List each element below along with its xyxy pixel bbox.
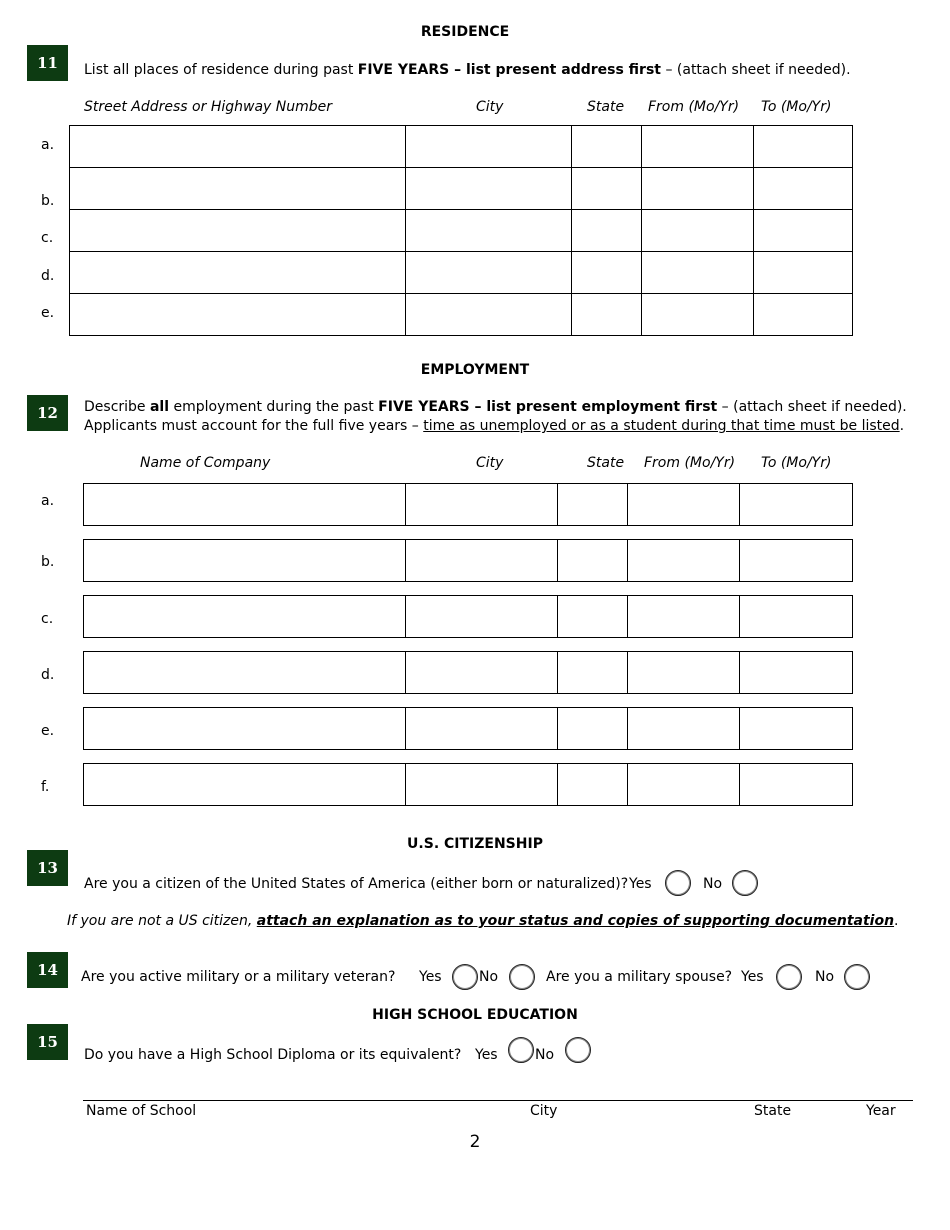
state-cell[interactable]	[558, 708, 628, 750]
col-school-year: Year	[866, 1103, 896, 1119]
city-cell[interactable]	[405, 764, 558, 806]
col-to: To (Mo/Yr)	[761, 99, 832, 115]
city-cell[interactable]	[405, 168, 572, 210]
col-school-name: Name of School	[86, 1103, 197, 1119]
city-cell[interactable]	[405, 294, 572, 336]
question-number-14: 14	[27, 952, 68, 988]
company-cell[interactable]	[84, 652, 406, 694]
military-veteran-no-label: No	[479, 969, 499, 985]
table-row	[70, 126, 853, 168]
row-label-b: b.	[41, 554, 55, 570]
from-cell[interactable]	[642, 168, 754, 210]
col-city: City	[476, 455, 504, 471]
residence-question: List all places of residence during past FIVE YEARS – list present address first – (attach sheet if needed).	[84, 62, 851, 78]
military-spouse-yes-label: Yes	[741, 969, 764, 985]
state-cell[interactable]	[572, 168, 642, 210]
employment-question-line2: Applicants must account for the full five years – time as unemployed or as a student during that time must be listed.	[84, 418, 905, 434]
employment-row-f	[83, 763, 853, 806]
col-state: State	[587, 99, 625, 115]
citizenship-yes-label: Yes	[629, 876, 652, 892]
employment-question-line1: Describe all employment during the past FIVE YEARS – list present employment first – (attach sheet if needed).	[84, 399, 907, 415]
military-spouse-yes-radio[interactable]	[776, 964, 802, 990]
table-row	[70, 168, 853, 210]
page-number: 2	[469, 1132, 481, 1152]
from-cell[interactable]	[642, 294, 754, 336]
col-city: City	[476, 99, 504, 115]
city-cell[interactable]	[405, 484, 558, 526]
street-cell[interactable]	[70, 294, 406, 336]
education-no-label: No	[535, 1047, 555, 1063]
state-cell[interactable]	[558, 484, 628, 526]
from-cell[interactable]	[628, 484, 740, 526]
from-cell[interactable]	[628, 764, 740, 806]
to-cell[interactable]	[740, 596, 853, 638]
col-school-state: State	[754, 1103, 792, 1119]
to-cell[interactable]	[740, 484, 853, 526]
state-cell[interactable]	[572, 210, 642, 252]
street-cell[interactable]	[70, 210, 406, 252]
row-label-a: a.	[41, 493, 55, 509]
to-cell[interactable]	[754, 294, 853, 336]
city-cell[interactable]	[405, 708, 558, 750]
military-veteran-no-radio[interactable]	[509, 964, 535, 990]
question-number-15: 15	[27, 1024, 68, 1060]
col-state: State	[587, 455, 625, 471]
from-cell[interactable]	[628, 652, 740, 694]
col-from: From (Mo/Yr)	[648, 99, 740, 115]
employment-row-b	[83, 539, 853, 582]
military-veteran-yes-radio[interactable]	[452, 964, 478, 990]
education-no-radio[interactable]	[565, 1037, 591, 1063]
table-row	[70, 210, 853, 252]
city-cell[interactable]	[405, 540, 558, 582]
company-cell[interactable]	[84, 484, 406, 526]
to-cell[interactable]	[740, 708, 853, 750]
citizenship-no-radio[interactable]	[732, 870, 758, 896]
col-to: To (Mo/Yr)	[761, 455, 832, 471]
state-cell[interactable]	[558, 652, 628, 694]
military-veteran-question: Are you active military or a military veteran?	[81, 969, 396, 985]
employment-row-e	[83, 707, 853, 750]
question-number-11: 11	[27, 45, 68, 81]
row-label-e: e.	[41, 305, 55, 321]
residence-heading: RESIDENCE	[420, 24, 510, 40]
row-label-a: a.	[41, 137, 55, 153]
to-cell[interactable]	[740, 764, 853, 806]
from-cell[interactable]	[642, 126, 754, 168]
citizenship-heading: U.S. CITIZENSHIP	[407, 836, 543, 852]
military-veteran-yes-label: Yes	[419, 969, 442, 985]
from-cell[interactable]	[628, 708, 740, 750]
row-label-f: f.	[41, 779, 50, 795]
city-cell[interactable]	[405, 596, 558, 638]
employment-heading: EMPLOYMENT	[420, 362, 530, 378]
from-cell[interactable]	[642, 210, 754, 252]
city-cell[interactable]	[405, 126, 572, 168]
company-cell[interactable]	[84, 708, 406, 750]
to-cell[interactable]	[740, 540, 853, 582]
question-number-13: 13	[27, 850, 68, 886]
company-cell[interactable]	[84, 764, 406, 806]
military-spouse-no-radio[interactable]	[844, 964, 870, 990]
citizenship-no-label: No	[703, 876, 723, 892]
state-cell[interactable]	[558, 596, 628, 638]
street-cell[interactable]	[70, 126, 406, 168]
question-number-12: 12	[27, 395, 68, 431]
street-cell[interactable]	[70, 252, 406, 294]
col-street-address: Street Address or Highway Number	[84, 99, 333, 115]
education-yes-label: Yes	[475, 1047, 498, 1063]
city-cell[interactable]	[405, 652, 558, 694]
citizenship-note: If you are not a US citizen, attach an explanation as to your status and copies of supporting documentation.	[67, 913, 899, 929]
row-label-d: d.	[41, 667, 55, 683]
table-row	[70, 252, 853, 294]
military-spouse-no-label: No	[815, 969, 835, 985]
education-yes-radio[interactable]	[508, 1037, 534, 1063]
state-cell[interactable]	[572, 252, 642, 294]
state-cell[interactable]	[572, 126, 642, 168]
employment-row-c	[83, 595, 853, 638]
citizenship-yes-radio[interactable]	[665, 870, 691, 896]
col-school-city: City	[530, 1103, 558, 1119]
from-cell[interactable]	[642, 252, 754, 294]
table-row	[70, 294, 853, 336]
state-cell[interactable]	[558, 540, 628, 582]
to-cell[interactable]	[754, 210, 853, 252]
residence-table	[69, 125, 853, 336]
from-cell[interactable]	[628, 540, 740, 582]
col-from: From (Mo/Yr)	[644, 455, 736, 471]
education-question: Do you have a High School Diploma or its equivalent?	[84, 1047, 462, 1063]
row-label-c: c.	[41, 230, 54, 246]
row-label-b: b.	[41, 193, 55, 209]
company-cell[interactable]	[84, 596, 406, 638]
from-cell[interactable]	[628, 596, 740, 638]
employment-row-a	[83, 483, 853, 526]
military-spouse-question: Are you a military spouse?	[546, 969, 733, 985]
to-cell[interactable]	[740, 652, 853, 694]
row-label-e: e.	[41, 723, 55, 739]
state-cell[interactable]	[558, 764, 628, 806]
row-label-c: c.	[41, 611, 54, 627]
school-entry-line[interactable]	[83, 1100, 913, 1101]
street-cell[interactable]	[70, 168, 406, 210]
company-cell[interactable]	[84, 540, 406, 582]
employment-row-d	[83, 651, 853, 694]
citizenship-question: Are you a citizen of the United States of America (either born or naturalized)?	[84, 876, 629, 892]
row-label-d: d.	[41, 268, 55, 284]
to-cell[interactable]	[754, 126, 853, 168]
to-cell[interactable]	[754, 168, 853, 210]
city-cell[interactable]	[405, 210, 572, 252]
education-heading: HIGH SCHOOL EDUCATION	[372, 1007, 578, 1023]
to-cell[interactable]	[754, 252, 853, 294]
city-cell[interactable]	[405, 252, 572, 294]
col-company-name: Name of Company	[140, 455, 271, 471]
state-cell[interactable]	[572, 294, 642, 336]
